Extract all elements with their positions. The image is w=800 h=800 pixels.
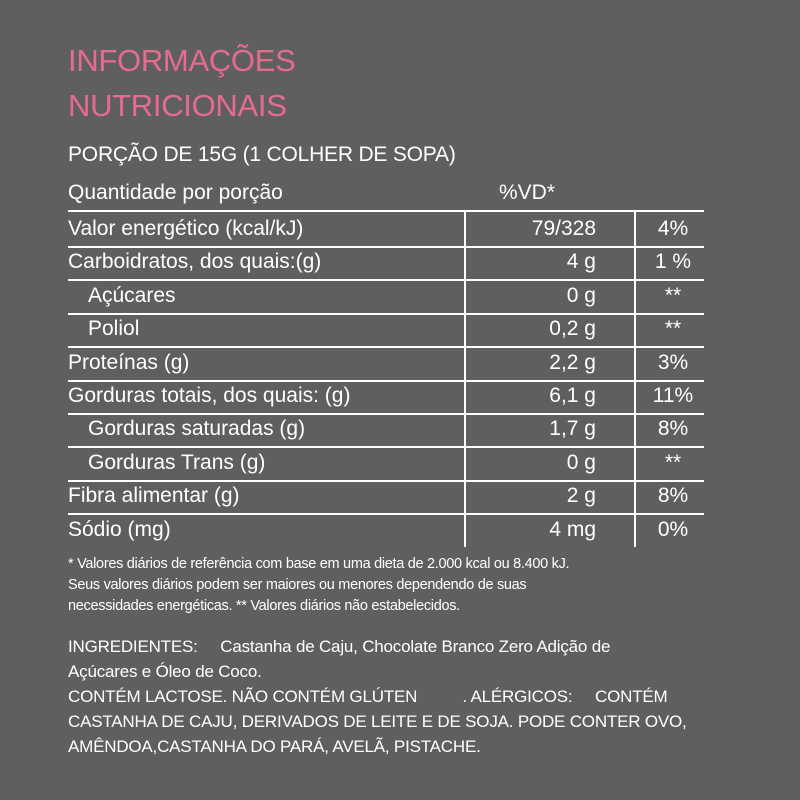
table-row xyxy=(68,447,704,481)
table-row xyxy=(68,413,704,447)
row-quantity: 2,2 g xyxy=(549,350,596,374)
portion-size: PORÇÃO DE 15G (1 COLHER DE SOPA) xyxy=(68,143,456,166)
footnote-line-1: * Valores diários de referência com base em uma dieta de 2.000 kcal ou 8.400 kJ. xyxy=(68,556,570,572)
row-label: Valor energético (kcal/kJ) xyxy=(68,217,304,240)
ingredients-line-1: INGREDIENTES: Castanha de Caju, Chocolate Branco Zero Adição de xyxy=(68,637,611,656)
row-vd: 8% xyxy=(657,484,689,508)
table-row xyxy=(68,213,704,247)
row-vd: ** xyxy=(664,317,682,341)
table-row xyxy=(68,313,704,347)
page-title xyxy=(68,38,296,128)
footnote-line-2: Seus valores diários podem ser maiores ou menores dependendo de suas xyxy=(68,577,527,593)
row-vd: 11% xyxy=(652,384,694,407)
row-label: Proteínas (g) xyxy=(68,350,190,374)
header-quantity: Quantidade por porção xyxy=(68,181,283,204)
row-quantity: 0,2 g xyxy=(549,317,596,341)
row-quantity: 0 g xyxy=(566,283,596,307)
row-quantity: 2 g xyxy=(566,484,596,508)
table-header xyxy=(68,181,708,211)
header-vd: %VD* xyxy=(499,181,556,204)
row-vd: ** xyxy=(664,283,682,307)
row-label: Fibra alimentar (g) xyxy=(68,484,240,508)
table-row xyxy=(68,246,704,280)
row-vd: 8% xyxy=(657,417,689,441)
row-label: Carboidratos, dos quais:(g) xyxy=(68,250,322,274)
row-label: Sódio (mg) xyxy=(68,517,171,541)
row-label: Gorduras totais, dos quais: (g) xyxy=(68,384,351,407)
ingredients-line-3: CONTÉM LACTOSE. NÃO CONTÉM GLÚTEN . ALÉRGICOS: CONTÉM xyxy=(68,687,668,706)
ingredients-line-5: AMÊNDOA,CASTANHA DO PARÁ, AVELÃ, PISTACHE. xyxy=(68,737,481,756)
row-vd: 0% xyxy=(657,517,689,541)
row-quantity: 1,7 g xyxy=(549,417,596,441)
row-label: Gorduras saturadas (g) xyxy=(88,417,306,441)
row-vd: 1 % xyxy=(654,250,692,274)
ingredients-block xyxy=(68,634,728,759)
ingredients-line-4: CASTANHA DE CAJU, DERIVADOS DE LEITE E DE SOJA. PODE CONTER OVO, xyxy=(68,712,687,731)
table-row xyxy=(68,347,704,381)
footnote-line-3: necessidades energéticas. ** Valores diários não estabelecidos. xyxy=(68,598,460,614)
table-row xyxy=(68,280,704,314)
title-line-1: INFORMAÇÕES xyxy=(68,43,296,78)
table-row xyxy=(68,480,704,514)
ingredients-line-2: Açúcares e Óleo de Coco. xyxy=(68,662,262,681)
row-label: Gorduras Trans (g) xyxy=(88,450,266,474)
row-label: Açúcares xyxy=(88,283,176,307)
row-quantity: 6,1 g xyxy=(549,384,596,407)
title-line-2: NUTRICIONAIS xyxy=(68,88,287,123)
row-vd: ** xyxy=(664,450,682,474)
row-quantity: 79/328 xyxy=(531,217,596,240)
table-row xyxy=(68,380,704,414)
footnote xyxy=(68,554,708,617)
row-vd: 3% xyxy=(657,350,689,374)
table-top-border xyxy=(68,210,704,212)
row-label: Poliol xyxy=(88,317,140,341)
row-quantity: 4 mg xyxy=(549,517,596,541)
table-row xyxy=(68,514,704,548)
row-quantity: 0 g xyxy=(566,450,596,474)
row-quantity: 4 g xyxy=(566,250,596,274)
row-vd: 4% xyxy=(657,217,689,240)
